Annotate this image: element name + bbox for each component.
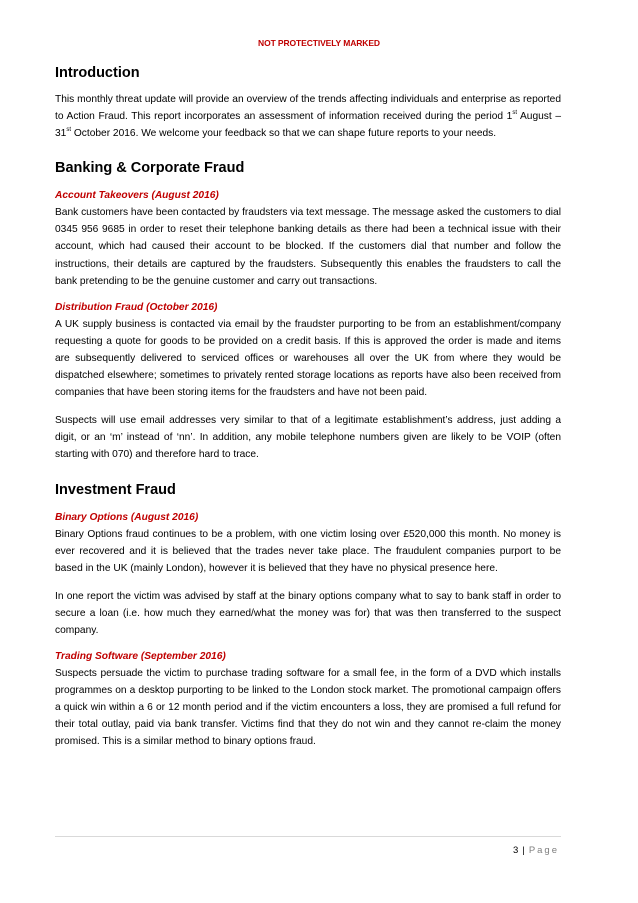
intro-text-part2: August – 31 xyxy=(55,111,561,140)
distribution-fraud-title: Distribution Fraud (October 2016) xyxy=(55,301,218,313)
footer-divider xyxy=(55,836,561,837)
protective-marking: NOT PROTECTIVELY MARKED xyxy=(258,38,380,48)
page-label: Page xyxy=(528,845,559,856)
footer-separator: | xyxy=(522,845,525,856)
investment-heading: Investment Fraud xyxy=(55,481,176,498)
banking-heading: Banking & Corporate Fraud xyxy=(55,160,245,177)
binary-options-text-1: Binary Options fraud continues to be a problem, with one victim losing over £520,000 this month. No money is ever recovered and it is believed that the trades never take place. The fraudulent companies purport to be based in the UK (mainly London), however it is believed that they have no physical presence here. xyxy=(55,528,561,574)
account-takeovers-title: Account Takeovers (August 2016) xyxy=(55,190,219,202)
trading-software-text: Suspects persuade the victim to purchase trading software for a small fee, in the form of a DVD which installs programmes on a desktop purporting to be linked to the London stock market. The promotional campaign offers a quick win within a 6 or 12 month period and if the victim encounters a loss, they are promised a full refund for their total outlay, paid via bank transfer. Victims find that they do not win and they cannot re-claim the money promised. This is a similar method to binary options fraud. xyxy=(55,668,561,748)
page-number: 3 xyxy=(513,845,519,856)
page-footer xyxy=(513,845,559,856)
intro-sup-2: st xyxy=(66,127,72,134)
binary-options-text-2: In one report the victim was advised by staff at the binary options company what to say to bank staff in order to secure a loan (i.e. how much they earned/what the money was for) that was then transferred to the suspect company. xyxy=(55,590,561,636)
introduction-heading: Introduction xyxy=(55,65,140,81)
trading-software-title: Trading Software (September 2016) xyxy=(55,651,226,663)
intro-text-part3: October 2016. We welcome your feedback so that we can shape future reports to your needs. xyxy=(71,128,497,140)
page-content xyxy=(55,63,561,751)
intro-sup-1: st xyxy=(512,110,517,117)
distribution-fraud-text-2: Suspects will use email addresses very similar to that of a legitimate establishment’s address, just adding a digit, or an ‘m’ instead of ‘nn’. In addition, any mobile telephone numbers given are likely to be VOIP (often starting with 070) and therefore hard to trace. xyxy=(55,415,561,461)
intro-text-part1: This monthly threat update will provide an overview of the trends affecting individuals and enterprise as reported to Action Fraud. This report incorporates an assessment of information received during the period 1 xyxy=(55,94,561,123)
account-takeovers-text: Bank customers have been contacted by fraudsters via text message. The message asked the customers to dial 0345 956 9685 in order to reset their telephone banking details as there had been a technical issue with their account, which had caused their account to be blocked. If the customers dial that number and follow the instructions, their details are captured by the fraudsters. Subsequently this enables the fraudsters to call the bank pretending to be the genuine customer and carry out transactions. xyxy=(55,207,561,287)
distribution-fraud-text-1: A UK supply business is contacted via email by the fraudster purporting to be from an establishment/company requesting a quote for goods to be provided on a credit basis. If this is approved the order is made and items are subsequently delivered to serviced offices or warehouses all over the UK from where they would be dispatched elsewhere; sometimes to privately rented storage locations as reports have also been received from companies that have been storing items for the fraudsters and have not been paid. xyxy=(55,318,561,399)
binary-options-title: Binary Options (August 2016) xyxy=(55,511,199,523)
introduction-paragraph xyxy=(55,91,561,142)
